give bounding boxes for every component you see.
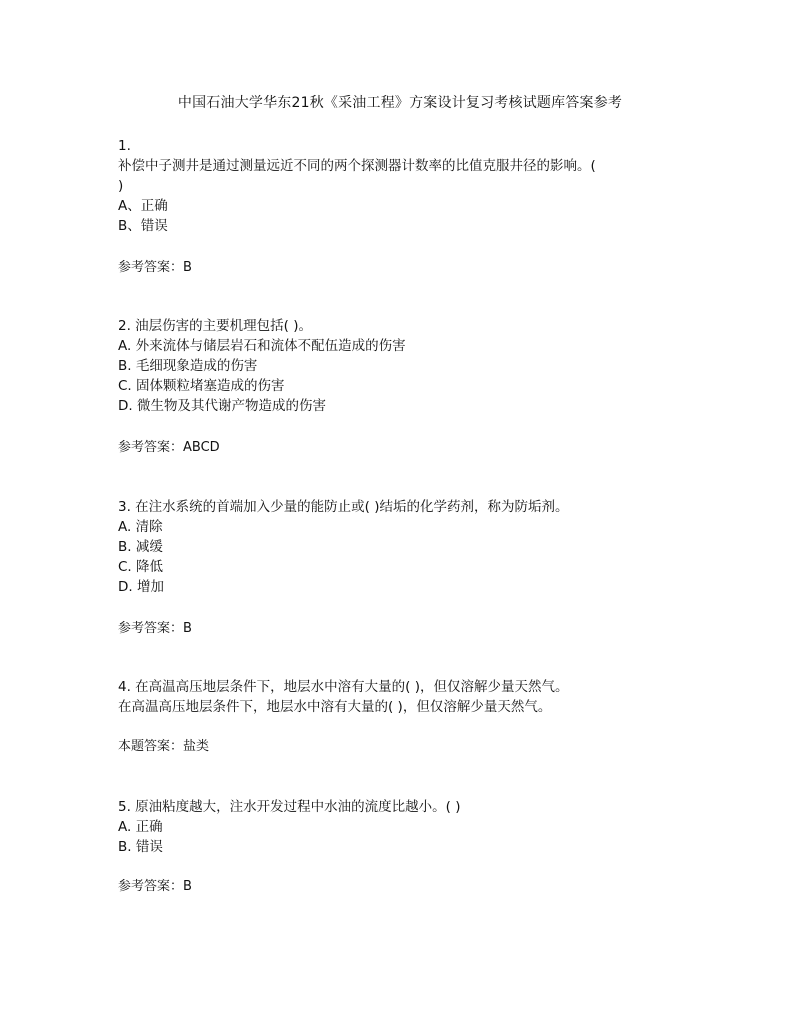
question-text: 补偿中子测井是通过测量远近不同的两个探测器计数率的比值克服井径的影响。( <box>118 158 596 174</box>
answer-5: 参考答案：B <box>118 879 192 894</box>
question-text: 4. 在高温高压地层条件下，地层水中溶有大量的( )，但仅溶解少量天然气。 <box>118 679 569 695</box>
answer-4: 本题答案：盐类 <box>118 739 210 754</box>
option-b: B. 错误 <box>118 839 163 855</box>
answer-1: 参考答案：B <box>118 260 192 275</box>
question-text: 3. 在注水系统的首端加入少量的能防止或( )结垢的化学药剂，称为防垢剂。 <box>118 499 569 515</box>
option-b: B、错误 <box>118 218 168 234</box>
question-number: 1. <box>118 138 131 154</box>
question-3 <box>118 497 678 597</box>
question-text-repeat: 在高温高压地层条件下，地层水中溶有大量的( )，但仅溶解少量天然气。 <box>118 699 552 715</box>
question-text: 2. 油层伤害的主要机理包括( )。 <box>118 318 312 334</box>
answer-3: 参考答案：B <box>118 621 192 636</box>
option-a: A. 外来流体与储层岩石和流体不配伍造成的伤害 <box>118 338 406 354</box>
answer-2: 参考答案：ABCD <box>118 440 220 455</box>
option-a: A、正确 <box>118 198 168 214</box>
question-2 <box>118 316 678 416</box>
option-b: B. 毛细现象造成的伤害 <box>118 358 258 374</box>
option-d: D. 微生物及其代谢产物造成的伤害 <box>118 398 326 414</box>
question-text-continued: ) <box>118 178 124 194</box>
question-4 <box>118 677 678 717</box>
option-d: D. 增加 <box>118 579 164 595</box>
option-a: A. 正确 <box>118 819 163 835</box>
option-c: C. 固体颗粒堵塞造成的伤害 <box>118 378 285 394</box>
option-b: B. 减缓 <box>118 539 163 555</box>
question-text: 5. 原油粘度越大，注水开发过程中水油的流度比越小。( ) <box>118 799 461 815</box>
option-c: C. 降低 <box>118 559 164 575</box>
document-title: 中国石油大学华东21秋《采油工程》方案设计复习考核试题库答案参考 <box>177 95 623 111</box>
option-a: A. 清除 <box>118 519 163 535</box>
question-1 <box>118 136 678 236</box>
question-5 <box>118 797 678 857</box>
